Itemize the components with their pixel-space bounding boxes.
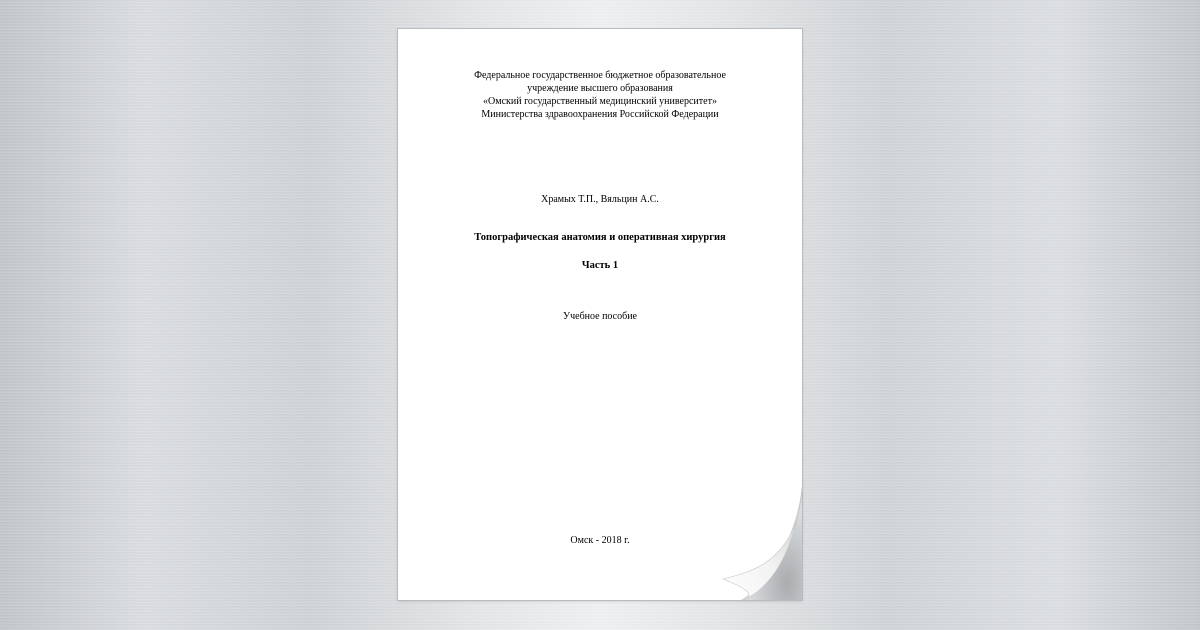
- document-page: [398, 29, 802, 600]
- document-title: Топографическая анатомия и оперативная хирургия: [474, 232, 726, 243]
- imprint-line: Омск - 2018 г.: [570, 535, 630, 546]
- institution-line: «Омский государственный медицинский университет»: [483, 96, 717, 107]
- authors: Храмых Т.П., Вяльцин А.С.: [541, 194, 659, 205]
- institution-header: [398, 69, 802, 121]
- document-type: Учебное пособие: [563, 311, 637, 322]
- institution-line: Министерства здравоохранения Российской Федерации: [481, 109, 719, 120]
- institution-line: Федеральное государственное бюджетное образовательное: [474, 70, 726, 81]
- institution-line: учреждение высшего образования: [527, 83, 673, 94]
- page-curl-graphic: [719, 479, 802, 600]
- document-part: Часть 1: [581, 260, 619, 271]
